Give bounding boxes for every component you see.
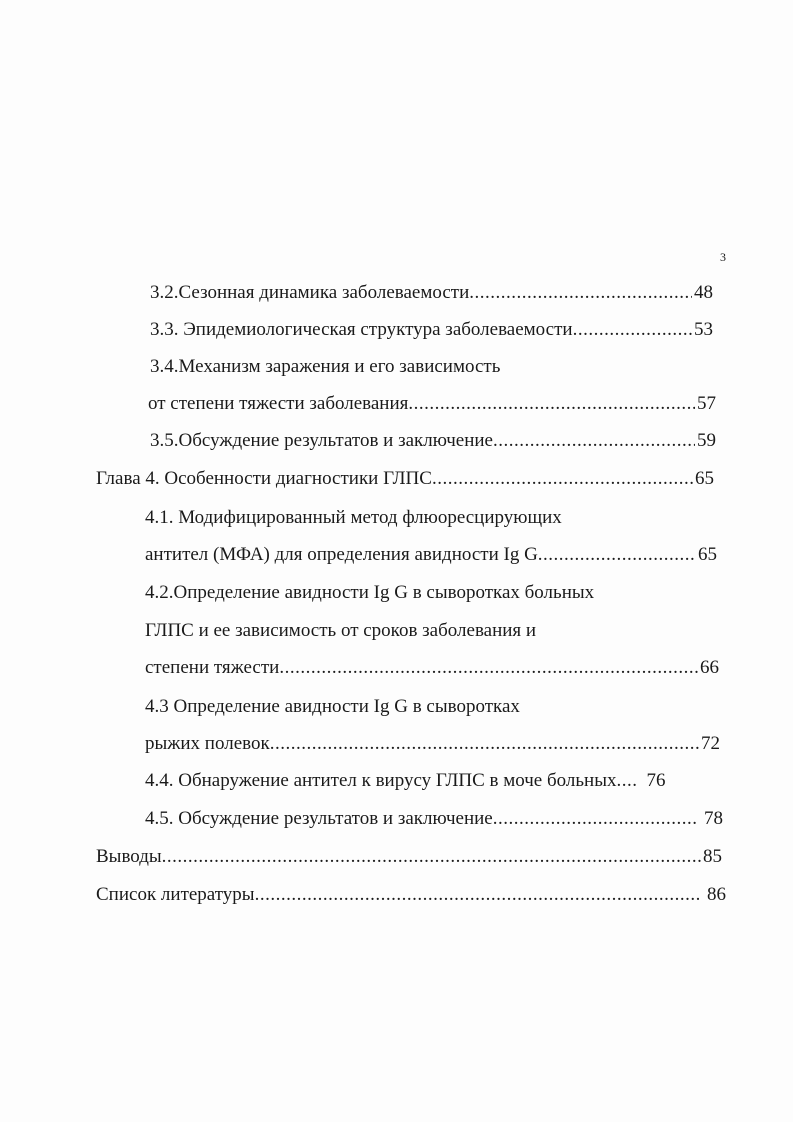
toc-title: 3.2.Сезонная динамика заболеваемости <box>150 282 470 303</box>
toc-entry-4-2-line1: 4.2.Определение авидности Ig G в сыворотках больных <box>145 582 595 603</box>
toc-page: 48 <box>694 282 713 303</box>
toc-page: 65 <box>698 544 717 565</box>
toc-page: 85 <box>703 846 722 867</box>
toc-page: 66 <box>700 657 719 678</box>
toc-leader <box>538 543 696 567</box>
toc-leader <box>469 281 692 305</box>
toc-title: от степени тяжести заболевания <box>148 393 409 414</box>
toc-entry-4-3-line1: 4.3 Определение авидности Ig G в сыворотках <box>145 696 520 717</box>
toc-entry-4-3 <box>145 732 720 756</box>
toc-leader <box>573 318 692 342</box>
toc-leader <box>255 883 699 907</box>
toc-page: 53 <box>694 319 713 340</box>
toc-entry-3-4-line1: 3.4.Механизм заражения и его зависимость <box>150 356 501 377</box>
page-number: 3 <box>720 250 726 264</box>
toc-title: 4.4. Обнаружение антител к вирусу ГЛПС в моче больных <box>145 770 617 791</box>
toc-entry-conclusions <box>96 845 722 869</box>
toc-page: 59 <box>697 430 716 451</box>
toc-entry-3-5 <box>150 429 716 453</box>
toc-entry-3-2 <box>150 281 713 305</box>
toc-entry-chapter-4 <box>96 467 714 491</box>
toc-title: Выводы <box>96 846 162 867</box>
toc-page: 72 <box>701 733 720 754</box>
toc-entry-3-3 <box>150 318 713 342</box>
toc-leader <box>432 467 693 491</box>
toc-page: 76 <box>646 770 666 791</box>
toc-entry-4-1 <box>145 543 717 567</box>
toc-entry-3-4 <box>148 392 716 416</box>
toc-entry-4-2 <box>145 656 719 680</box>
toc-leader <box>493 807 696 831</box>
toc-leader <box>279 656 698 680</box>
toc-leader <box>408 392 695 416</box>
toc-title: антител (МФА) для определения авидности Ig G <box>145 544 538 565</box>
toc-title: степени тяжести <box>145 657 280 678</box>
toc-page: 78 <box>704 808 723 829</box>
toc-title: 4.5. Обсуждение результатов и заключение <box>145 808 493 829</box>
toc-leader <box>616 769 638 793</box>
toc-entry-4-2-line2: ГЛПС и ее зависимость от сроков заболевания и <box>145 620 537 641</box>
toc-entry-4-4 <box>145 769 723 793</box>
toc-page: 86 <box>707 884 726 905</box>
toc-page: 57 <box>697 393 716 414</box>
toc-title: 3.5.Обсуждение результатов и заключение <box>150 430 493 451</box>
toc-page: 65 <box>695 468 714 489</box>
toc-entry-4-1-line1: 4.1. Модифицированный метод флюоресцирующих <box>145 507 562 528</box>
toc-leader <box>162 845 701 869</box>
toc-title: Глава 4. Особенности диагностики ГЛПС <box>96 468 432 489</box>
toc-entry-4-5 <box>145 807 723 831</box>
toc-title: 3.3. Эпидемиологическая структура заболеваемости <box>150 319 573 340</box>
toc-title: рыжих полевок <box>145 733 270 754</box>
toc-leader <box>493 429 695 453</box>
toc-title: Список литературы <box>96 884 255 905</box>
toc-entry-references <box>96 883 726 907</box>
toc-leader <box>270 732 699 756</box>
